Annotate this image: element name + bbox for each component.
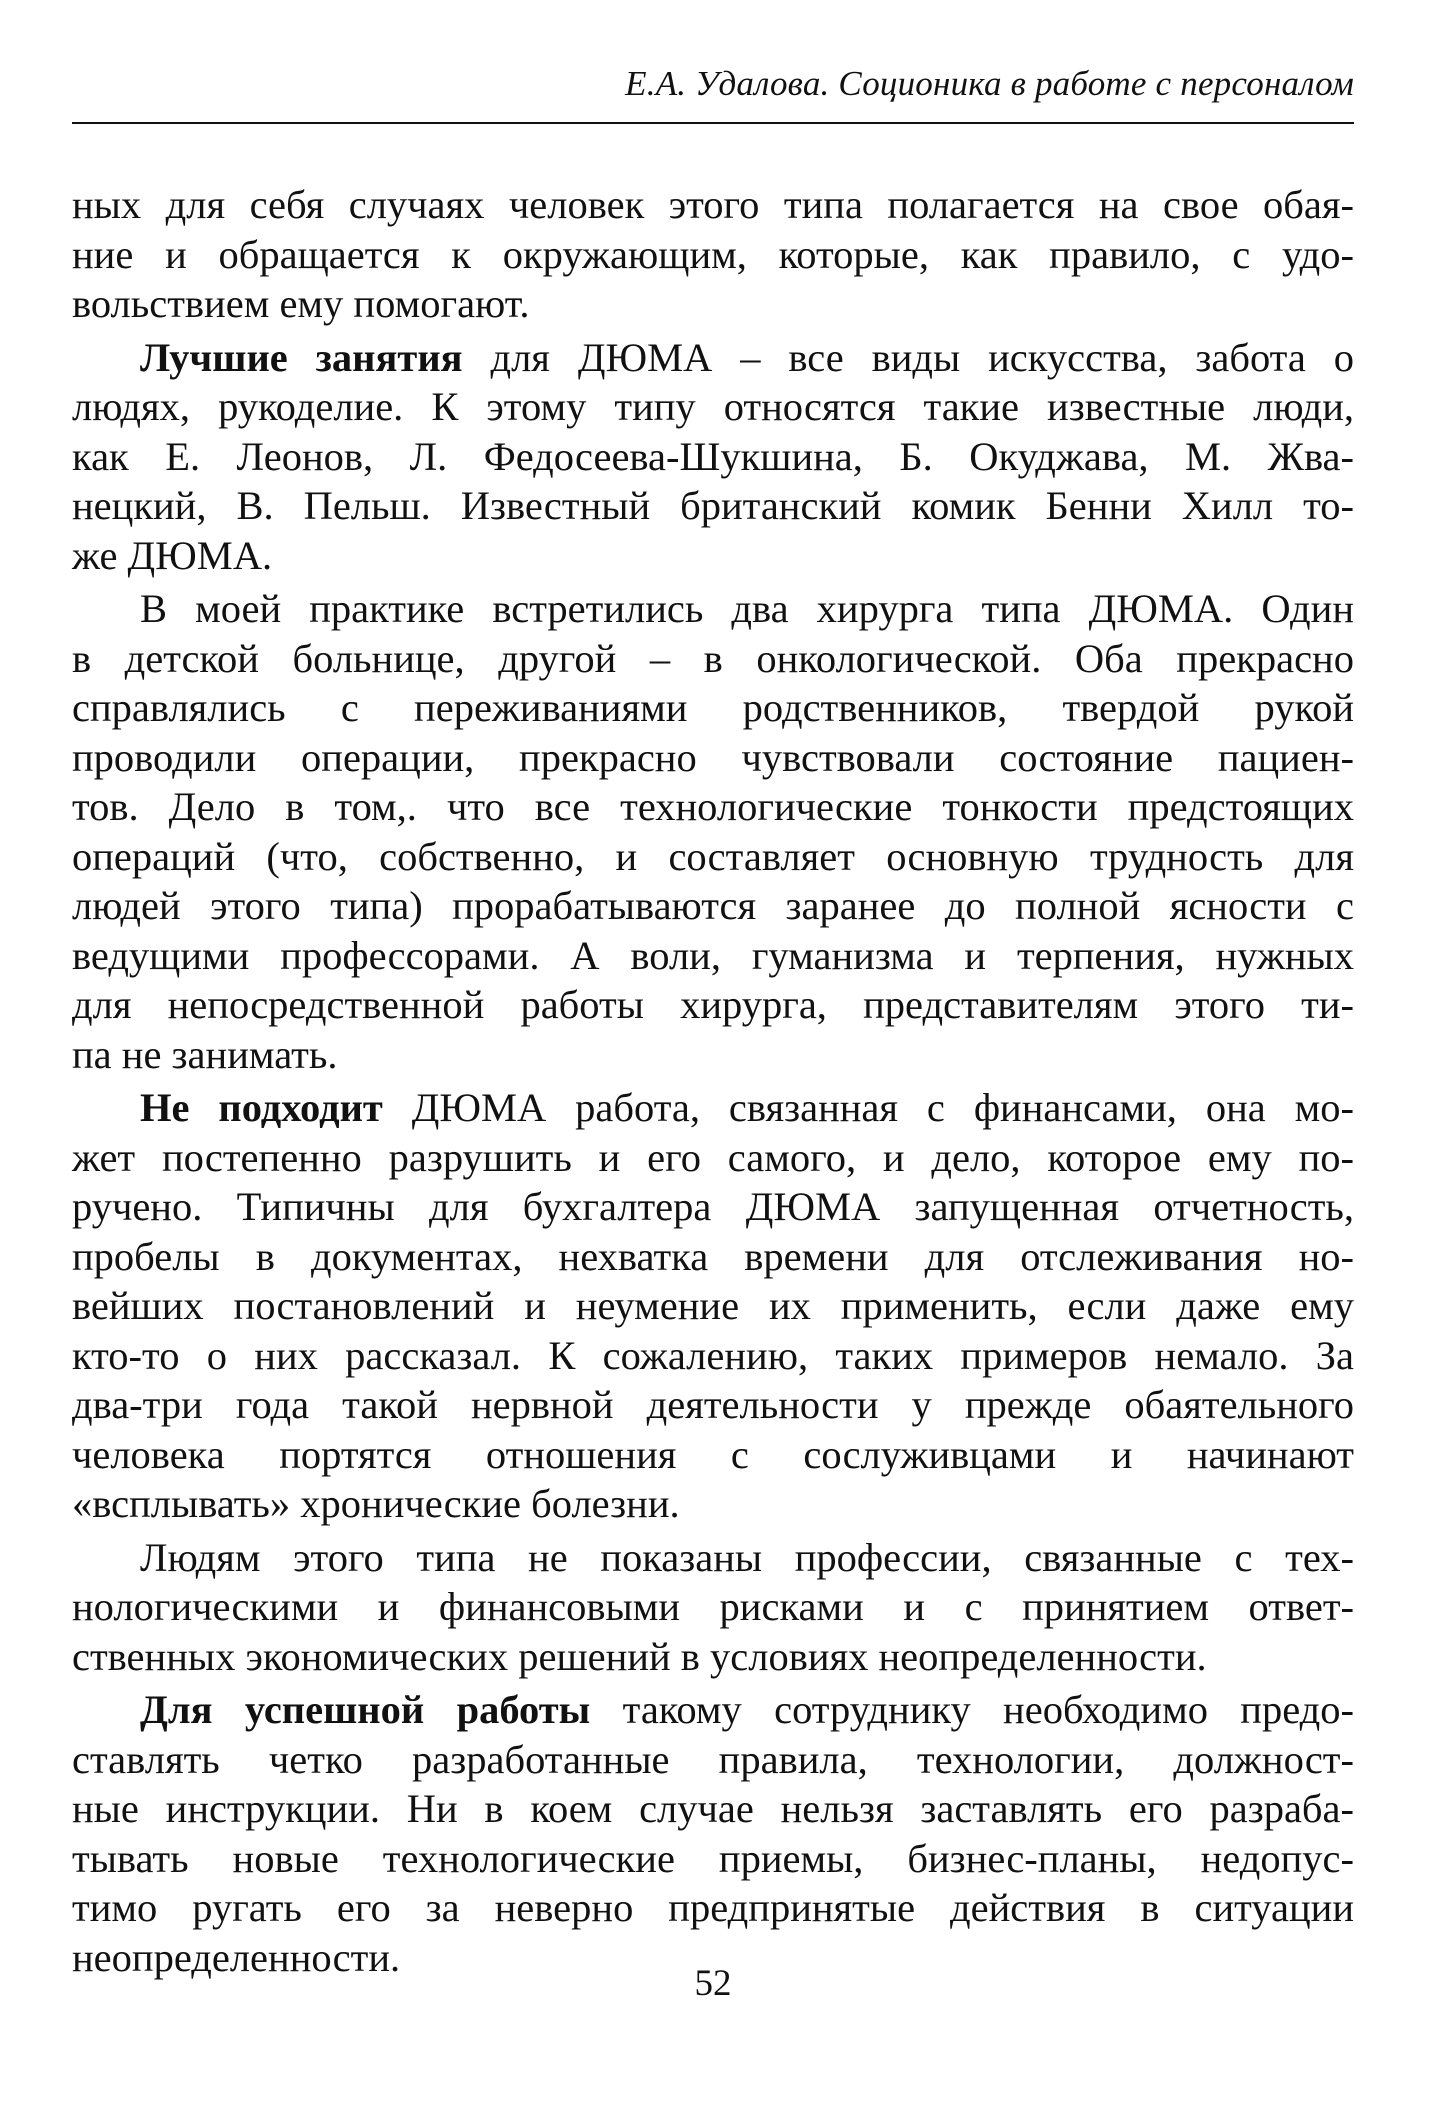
text-line: же ДЮМА. [72,532,273,578]
line-remainder: для ДЮМА – все виды искусства, забота о [462,334,1354,380]
text-line: ние и обращается к окружающим, которые, как правило, с удо- [72,231,1354,277]
text-line: в детской больнице, другой – в онкологической. Оба прекрасно [72,635,1354,681]
text-line: ручено. Типичны для бухгалтера ДЮМА запущенная отчетность, [72,1184,1354,1229]
text-line: два-три года такой нервной деятельности у прежде обаятельного [72,1382,1354,1427]
text-line: людей этого типа) прорабатываются заранее до полной ясности с [72,883,1354,928]
text-line: ных для себя случаях человек этого типа полагается на свое обая- [72,182,1354,227]
text-line: для непосредственной работы хирурга, представителям этого ти- [72,982,1354,1027]
text-line: нецкий, В. Пельш. Известный британский комик Бенни Хилл то- [72,483,1354,528]
text-line: человека портятся отношения с сослуживцами и начинают [72,1431,1354,1477]
text-line: В моей практике встретились два хирурга типа ДЮМА. Один [140,586,1354,631]
text-line: людях, рукоделие. К этому типу относятся такие известные люди, [72,384,1354,429]
body-text [72,180,1354,1982]
text-line: кто-то о них рассказал. К сожалению, таких примеров немало. За [72,1332,1354,1378]
text-line: ставлять четко разработанные правила, технологии, должност- [72,1736,1354,1782]
paragraph [72,584,1354,1079]
text-line: вольствием ему помогают. [72,281,530,326]
page-number: 52 [694,1963,732,2004]
paragraph [72,1685,1354,1982]
text-line: неопределенности. [72,1934,401,1980]
text-line: как Е. Леонов, Л. Федосеева-Шукшина, Б. Окуджава, М. Жва- [72,433,1354,479]
lead-phrase: Лучшие занятия [140,334,463,380]
text-line: вейших постановлений и неумение их применить, если даже ему [72,1283,1354,1328]
paragraph [72,180,1354,329]
header-rule [72,122,1354,124]
text-line [72,1083,1354,1133]
text-line: ведущими профессорами. А воли, гуманизма и терпения, нужных [72,932,1354,978]
text-line: проводили операции, прекрасно чувствовали состояние пациен- [72,734,1354,780]
text-line: па не занимать. [72,1031,338,1077]
text-line: ственных экономических решений в условиях неопределенности. [72,1633,1207,1679]
paragraph [72,1533,1354,1682]
text-line: справлялись с переживаниями родственников, твердой рукой [72,685,1354,730]
text-line [72,1685,1354,1735]
text-line: тывать новые технологические приемы, бизнес-планы, недопус- [72,1835,1354,1881]
running-header: Е.А. Удалова. Соционика в работе с персоналом [625,64,1354,103]
text-line: Людям этого типа не показаны профессии, связанные с тех- [140,1534,1354,1580]
paragraph [72,333,1354,581]
book-page [72,0,1354,2111]
text-line [72,333,1354,383]
text-line: пробелы в документах, нехватка времени для отслеживания но- [72,1233,1354,1279]
text-line: операций (что, собственно, и составляет основную трудность для [72,833,1354,879]
lead-phrase: Не подходит [140,1085,383,1130]
text-line: тов. Дело в том,. что все технологические тонкости предстоящих [72,784,1354,829]
text-line: «всплывать» хронические болезни. [72,1481,680,1526]
text-line: нологическими и финансовыми рисками и с принятием ответ- [72,1584,1354,1629]
paragraph [72,1083,1354,1529]
text-line: тимо ругать его за неверно предпринятые действия в ситуации [72,1885,1354,1930]
lead-phrase: Для успешной работы [140,1687,591,1732]
text-line: ные инструкции. Ни в коем случае нельзя заставлять его разраба- [72,1786,1354,1831]
line-remainder: ДЮМА работа, связанная с финансами, она мо- [382,1085,1355,1130]
text-line: жет постепенно разрушить и его самого, и дело, которое ему по- [72,1134,1354,1180]
line-remainder: такому сотруднику необходимо предо- [590,1687,1355,1732]
